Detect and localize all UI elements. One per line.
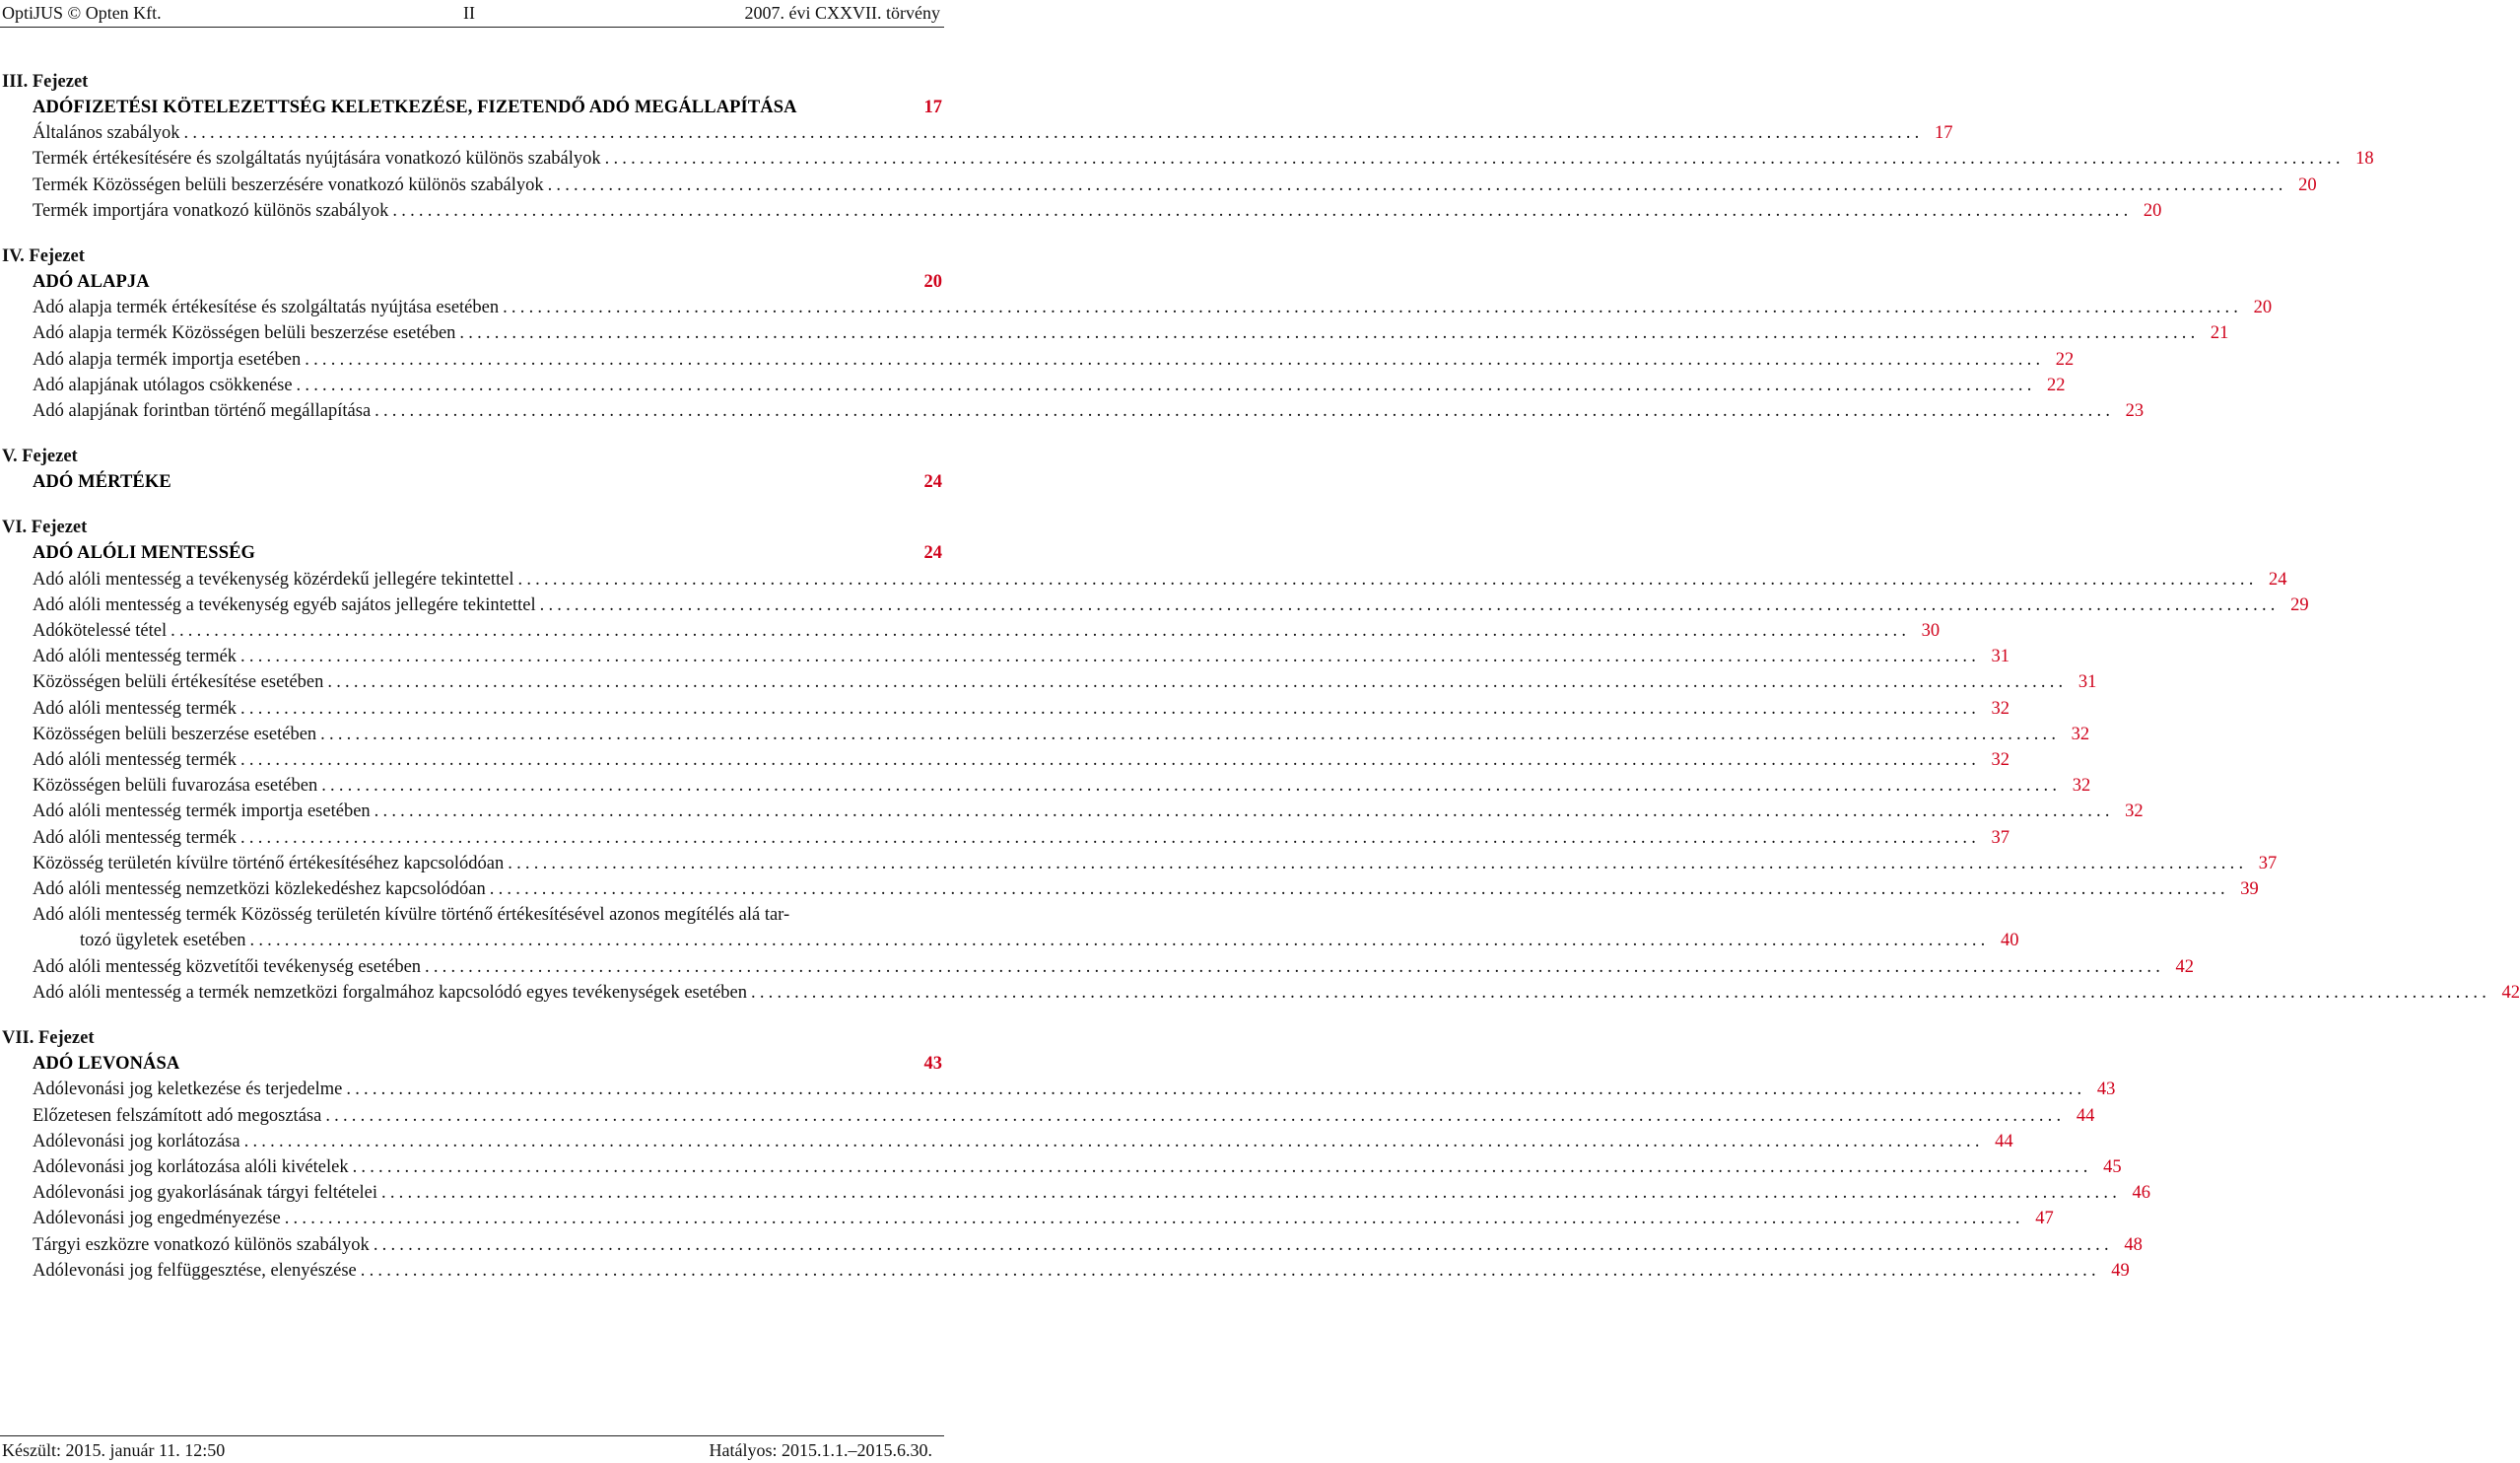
toc-entry-title-line1: Adó alóli mentesség termék Közösség területén kívülre történő értékesítésével azonos megítélés alá tar-: [33, 905, 790, 926]
toc-entry-page-link[interactable]: 17: [1935, 123, 1953, 144]
toc-entry-row[interactable]: [0, 592, 2309, 618]
toc-entry-row[interactable]: [0, 1232, 2143, 1258]
toc-entry-title: Termék Közösségen belüli beszerzésére vonatkozó különös szabályok: [33, 174, 544, 195]
toc-entry-title: Közösségen belüli fuvarozása esetében: [33, 776, 318, 797]
toc-entry-page-link[interactable]: 20: [2253, 298, 2273, 318]
toc-entry-row[interactable]: [0, 1258, 2130, 1284]
dot-leader: ........................................................................................................................................................................................................: [321, 776, 2062, 797]
chapter-section: [0, 444, 946, 495]
toc-entry-title: Közösség területén kívülre történő értékesítéséhez kapcsolódóan: [33, 853, 505, 873]
dot-leader: ........................................................................................................................................................................................................: [374, 801, 2114, 822]
toc-entry-title: Adólevonási jog korlátozása: [33, 1131, 240, 1151]
dot-leader: ........................................................................................................................................................................................................: [352, 1156, 2092, 1177]
dot-leader: ........................................................................................................................................................................................................: [240, 750, 1981, 771]
toc-entry-row[interactable]: [0, 347, 2075, 373]
chapter-section: [0, 69, 2374, 224]
chapter-number: IV. Fejezet: [2, 246, 85, 267]
toc-entry-title: Tárgyi eszközre vonatkozó különös szabályok: [33, 1234, 370, 1255]
footer-rule: [0, 1435, 944, 1436]
dot-leader: ........................................................................................................................................................................................................: [381, 1183, 2122, 1204]
toc-entry-page-link[interactable]: 31: [2077, 672, 2097, 693]
chapter-heading-row[interactable]: [0, 540, 946, 566]
toc-entry-title: Adó alapja termék importja esetében: [33, 349, 302, 370]
toc-entry-page-link[interactable]: 32: [1991, 750, 2010, 771]
toc-entry-page-link[interactable]: 47: [2035, 1209, 2054, 1229]
dot-leader: ........................................................................................................................................................................................................: [503, 298, 2243, 318]
chapter-title: ADÓ ALAPJA: [33, 272, 150, 293]
toc-entry-page-link[interactable]: 30: [1921, 621, 1941, 642]
toc-entry-title: Adólevonási jog korlátozása alóli kivételek: [33, 1156, 349, 1177]
toc-entry-title: Adó alóli mentesség a tevékenység közérdekű jellegére tekintettel: [33, 569, 514, 590]
toc-entry-page-link[interactable]: 32: [1991, 698, 2010, 719]
dot-leader: ........................................................................................................................................................................................................: [305, 349, 2045, 370]
dot-leader: ........................................................................................................................................................................................................: [489, 879, 2229, 900]
page-footer: [0, 1437, 946, 1463]
toc-entry-title: Adó alóli mentesség termék importja esetében: [33, 801, 371, 822]
chapter-heading-row[interactable]: [0, 469, 946, 495]
toc-entry-title: Adó alóli mentesség közvetítői tevékenység esetében: [33, 956, 422, 977]
toc-entry-page-link[interactable]: 23: [2125, 401, 2145, 422]
toc-entry-row[interactable]: [0, 146, 2374, 172]
dot-leader: ........................................................................................................................................................................................................: [240, 698, 1981, 719]
dot-leader: ........................................................................................................................................................................................................: [375, 401, 2115, 422]
toc-entry-page-link[interactable]: 18: [2355, 149, 2374, 170]
dot-leader: ........................................................................................................................................................................................................: [240, 647, 1981, 667]
dot-leader: ........................................................................................................................................................................................................: [604, 149, 2345, 170]
toc-entry-row[interactable]: [0, 799, 2144, 824]
dot-leader: ........................................................................................................................................................................................................: [346, 1080, 2086, 1100]
table-of-contents: [0, 69, 2520, 1303]
toc-entry-page-link[interactable]: 49: [2111, 1260, 2130, 1281]
toc-entry-title: Közösségen belüli értékesítése esetében: [33, 672, 324, 693]
toc-entry-row[interactable]: [0, 902, 2019, 953]
toc-entry-title: Adólevonási jog keletkezése és terjedelme: [33, 1080, 343, 1100]
chapter-section: [0, 1025, 2151, 1284]
toc-entry-row[interactable]: [0, 1129, 2013, 1154]
dot-leader: ........................................................................................................................................................................................................: [296, 375, 2036, 395]
dot-leader: ........................................................................................................................................................................................................: [392, 200, 2133, 221]
toc-entry-title: Adólevonási jog engedményezése: [33, 1209, 281, 1229]
chapter-title: ADÓ LEVONÁSA: [33, 1054, 180, 1075]
toc-entry-title: Közösségen belüli beszerzése esetében: [33, 724, 317, 744]
chapter-title: ADÓ ALÓLI MENTESSÉG: [33, 543, 256, 564]
chapter-heading-row[interactable]: [0, 1051, 946, 1077]
toc-entry-title: Adó alapjának forintban történő megállapítása: [33, 401, 372, 422]
toc-entry-title: Előzetesen felszámított adó megosztása: [33, 1105, 322, 1126]
toc-entry-page-link[interactable]: 37: [1991, 827, 2010, 848]
header-law-title: 2007. évi CXXVII. törvény: [744, 3, 940, 23]
chapter-page-link[interactable]: 43: [923, 1054, 942, 1075]
toc-entry-title: Adó alóli mentesség termék: [33, 750, 238, 771]
header-publisher: OptiJUS © Opten Kft.: [2, 3, 162, 23]
page-header: [0, 0, 946, 26]
toc-entry-page-link[interactable]: 20: [2143, 200, 2162, 221]
toc-entry-page-link[interactable]: 42: [2501, 982, 2520, 1003]
toc-entry-title: Adó alóli mentesség nemzetközi közlekedéshez kapcsolódóan: [33, 879, 486, 900]
toc-entry-page-link[interactable]: 32: [2125, 801, 2144, 822]
toc-entry-title: Adólevonási jog gyakorlásának tárgyi feltételei: [33, 1183, 378, 1204]
chapter-page-link[interactable]: 20: [923, 272, 942, 293]
chapter-title: ADÓFIZETÉSI KÖTELEZETTSÉG KELETKEZÉSE, FIZETENDŐ ADÓ MEGÁLLAPÍTÁSA: [33, 98, 797, 117]
dot-leader: ........................................................................................................................................................................................................: [325, 1105, 2066, 1126]
dot-leader: ........................................................................................................................................................................................................: [327, 672, 2068, 693]
toc-entry-row[interactable]: [0, 825, 2010, 851]
dot-leader: ........................................................................................................................................................................................................: [373, 1234, 2113, 1255]
toc-entry-page-link[interactable]: 21: [2210, 323, 2229, 344]
toc-entry-title: Adólevonási jog felfüggesztése, elenyészése: [33, 1260, 357, 1281]
toc-entry-page-link[interactable]: 29: [2290, 594, 2309, 615]
toc-entry-page-link[interactable]: 44: [1995, 1131, 2013, 1151]
toc-entry-page-link[interactable]: 37: [2258, 853, 2278, 873]
toc-entry-row[interactable]: [0, 696, 2010, 722]
toc-entry-page-link[interactable]: 45: [2103, 1156, 2122, 1177]
toc-entry-title: Adó alapjának utólagos csökkenése: [33, 375, 293, 395]
chapter-number: VI. Fejezet: [2, 518, 88, 538]
chapter-section: [0, 515, 2520, 1006]
header-rule: [0, 27, 944, 28]
toc-entry-row[interactable]: [0, 773, 2091, 799]
chapter-heading-row[interactable]: [0, 269, 946, 295]
toc-entry-page-link[interactable]: 22: [2055, 349, 2075, 370]
dot-leader: ........................................................................................................................................................................................................: [243, 1131, 1984, 1151]
toc-entry-row[interactable]: [0, 120, 1953, 146]
toc-entry-title: Adó alóli mentesség a termék nemzetközi forgalmához kapcsolódó egyes tevékenységek esetében: [33, 982, 748, 1003]
toc-entry-row[interactable]: [0, 722, 2090, 747]
toc-entry-row[interactable]: [0, 1180, 2151, 1206]
dot-leader: ........................................................................................................................................................................................................: [751, 982, 2491, 1003]
toc-entry-title: Termék importjára vonatkozó különös szabályok: [33, 200, 389, 221]
toc-entry-row[interactable]: [0, 173, 2317, 198]
toc-entry-title: Adó alóli mentesség a tevékenység egyéb sajátos jellegére tekintettel: [33, 594, 536, 615]
toc-entry-row[interactable]: [0, 1206, 2054, 1231]
toc-entry-row[interactable]: [0, 1103, 2095, 1129]
dot-leader: ........................................................................................................................................................................................................: [183, 123, 1924, 144]
toc-entry-row[interactable]: [0, 747, 2010, 773]
toc-entry-title-line2-row: [33, 928, 2019, 953]
toc-entry-row[interactable]: [0, 954, 2195, 980]
dot-leader: ........................................................................................................................................................................................................: [539, 594, 2280, 615]
chapter-number: III. Fejezet: [2, 72, 89, 92]
toc-entry-row[interactable]: [0, 295, 2273, 320]
dot-leader: ........................................................................................................................................................................................................: [284, 1209, 2024, 1229]
toc-entry-title: Adó alóli mentesség termék: [33, 647, 238, 667]
dot-leader: ........................................................................................................................................................................................................: [547, 174, 2287, 195]
toc-entry-row[interactable]: [0, 851, 2278, 876]
footer-created: Készült: 2015. január 11. 12:50: [2, 1440, 226, 1460]
toc-entry-title: Adó alóli mentesség termék: [33, 698, 238, 719]
toc-entry-row[interactable]: [0, 398, 2145, 424]
toc-entry-row[interactable]: [0, 618, 1941, 644]
toc-entry-row[interactable]: [0, 1154, 2122, 1180]
dot-leader: ........................................................................................................................................................................................................: [459, 323, 2200, 344]
toc-entry-row[interactable]: [0, 669, 2097, 695]
dot-leader: ........................................................................................................................................................................................................: [170, 621, 1911, 642]
dot-leader: ........................................................................................................................................................................................................: [240, 827, 1981, 848]
toc-entry-page-link[interactable]: 32: [2072, 776, 2091, 797]
toc-entry-row[interactable]: [0, 1077, 2116, 1102]
toc-entry-row[interactable]: [0, 567, 2287, 592]
toc-entry-title: Termék értékesítésére és szolgáltatás nyújtására vonatkozó különös szabályok: [33, 149, 601, 170]
toc-entry-row[interactable]: [0, 198, 2162, 224]
chapter-page-link[interactable]: 24: [923, 472, 942, 493]
toc-entry-row[interactable]: [0, 644, 2010, 669]
toc-entry-page-link[interactable]: 22: [2047, 375, 2066, 395]
dot-leader: ........................................................................................................................................................................................................: [320, 724, 2061, 744]
chapter-page-link[interactable]: 24: [923, 543, 942, 564]
toc-entry-page-link[interactable]: 46: [2132, 1183, 2151, 1204]
footer-effective: Hatályos: 2015.1.1.–2015.6.30.: [709, 1440, 932, 1460]
toc-entry-wrapped-title: [33, 902, 2019, 953]
toc-entry-title: Adó alapja termék értékesítése és szolgáltatás nyújtása esetében: [33, 298, 500, 318]
toc-entry-page-link[interactable]: 44: [2076, 1105, 2095, 1126]
toc-entry-row[interactable]: [0, 876, 2259, 902]
chapter-heading-row[interactable]: [0, 95, 946, 120]
dot-leader: ........................................................................................................................................................................................................: [517, 569, 2258, 590]
toc-entry-title: Adókötelessé tétel: [33, 621, 168, 642]
toc-entry-row[interactable]: [0, 320, 2229, 346]
toc-entry-title-line2: tozó ügyletek esetében: [80, 931, 246, 951]
toc-entry-page-link[interactable]: 39: [2240, 879, 2259, 900]
toc-entry-row[interactable]: [0, 373, 2066, 398]
toc-entry-page-link[interactable]: 40: [2001, 931, 2019, 951]
toc-entry-title: Adó alapja termék Közösségen belüli beszerzése esetében: [33, 323, 456, 344]
chapter-page-link[interactable]: 17: [923, 98, 942, 117]
toc-entry-page-link[interactable]: 32: [2071, 724, 2090, 744]
toc-entry-page-link[interactable]: 24: [2269, 569, 2287, 590]
toc-entry-page-link[interactable]: 43: [2096, 1080, 2116, 1100]
chapter-section: [0, 244, 2273, 424]
toc-entry-page-link[interactable]: 48: [2124, 1234, 2143, 1255]
dot-leader: ........................................................................................................................................................................................................: [249, 931, 1990, 951]
dot-leader: ........................................................................................................................................................................................................: [425, 956, 2165, 977]
toc-entry-row[interactable]: [0, 980, 2520, 1006]
chapter-number: V. Fejezet: [2, 447, 78, 467]
dot-leader: ........................................................................................................................................................................................................: [360, 1260, 2100, 1281]
toc-entry-page-link[interactable]: 42: [2175, 956, 2195, 977]
header-page-number: II: [463, 3, 475, 23]
chapter-title: ADÓ MÉRTÉKE: [33, 472, 171, 493]
chapter-number: VII. Fejezet: [2, 1028, 95, 1049]
toc-entry-title: Általános szabályok: [33, 123, 180, 144]
toc-entry-page-link[interactable]: 20: [2298, 174, 2317, 195]
toc-entry-title: Adó alóli mentesség termék: [33, 827, 238, 848]
toc-entry-page-link[interactable]: 31: [1991, 647, 2010, 667]
dot-leader: ........................................................................................................................................................................................................: [508, 853, 2248, 873]
